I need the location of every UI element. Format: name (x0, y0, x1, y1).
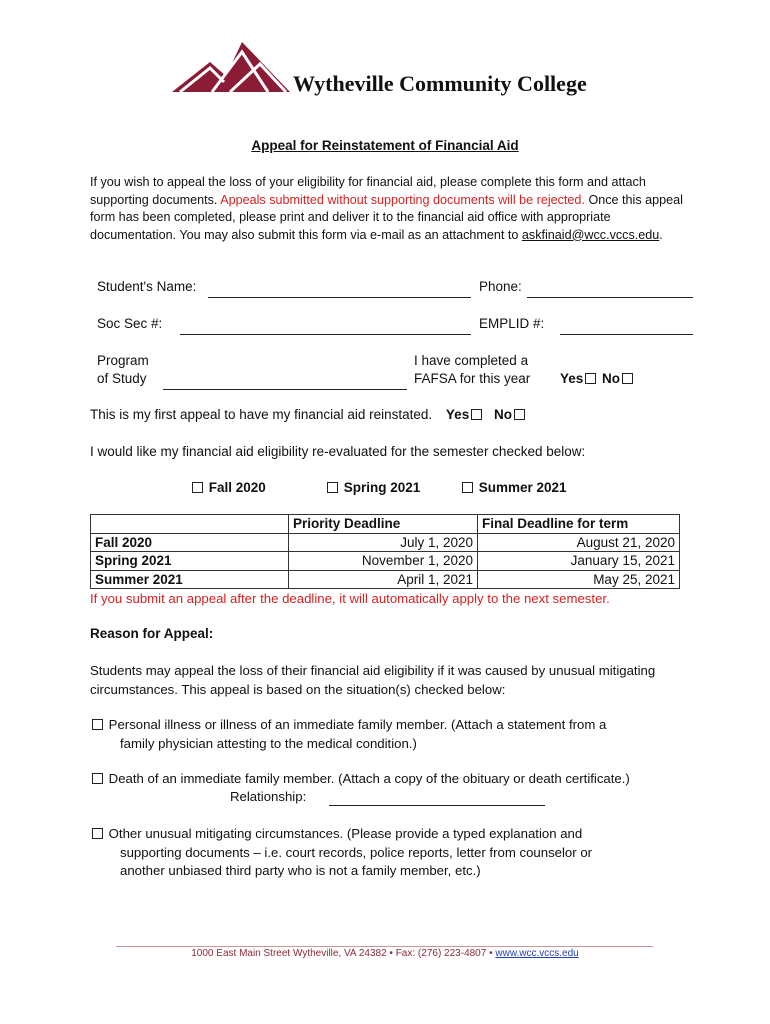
reason-heading: Reason for Appeal: (90, 626, 214, 641)
email-link[interactable]: askfinaid@wcc.vccs.edu (521, 227, 660, 242)
footer-address: 1000 East Main Street Wytheville, VA 24382 • Fax: (276) 223-4807 • (191, 948, 496, 959)
priority-cell: November 1, 2020 (289, 552, 478, 571)
table-row (91, 552, 680, 571)
spring-checkbox[interactable] (327, 482, 338, 493)
student-name-label: Student's Name: (97, 279, 197, 294)
fafsa-label-line2: FAFSA for this year (414, 371, 531, 386)
term-cell: Fall 2020 (91, 533, 289, 552)
reason-option-death (90, 770, 630, 789)
first-appeal-no-checkbox[interactable] (514, 409, 525, 420)
first-appeal-label: This is my first appeal to have my financial aid reinstated. (90, 407, 433, 422)
fafsa-no-checkbox[interactable] (622, 373, 633, 384)
relationship-field[interactable] (329, 805, 545, 806)
priority-cell: April 1, 2021 (289, 570, 478, 589)
other-text-cont2: another unbiased third party who is not a family member, etc.) (120, 863, 481, 878)
program-field[interactable] (163, 389, 407, 390)
illness-text-cont: family physician attesting to the medical condition.) (120, 736, 417, 751)
emplid-label: EMPLID #: (479, 316, 545, 331)
soc-sec-field[interactable] (180, 334, 471, 335)
other-checkbox[interactable] (92, 828, 103, 839)
student-name-field[interactable] (208, 297, 471, 298)
intro-text-cont: Once this appeal form has been completed, please print and deliver it to the financial aid office with appropriate documentation. You may also submit this form via e-mail as an attachment to (90, 192, 683, 242)
reason-option-illness (90, 716, 606, 735)
table-header-cell: Final Deadline for term (478, 515, 680, 534)
first-appeal-yes-checkbox[interactable] (471, 409, 482, 420)
soc-sec-label: Soc Sec #: (97, 316, 163, 331)
website-link[interactable]: www.wcc.vccs.edu (495, 948, 579, 959)
semester-option-summer[interactable] (460, 480, 567, 495)
illness-text: Personal illness or illness of an immediate family member. (Attach a statement from a (108, 717, 607, 732)
illness-checkbox[interactable] (92, 719, 103, 730)
reason-option-other (90, 825, 582, 844)
fafsa-no-label: No (602, 371, 621, 386)
final-cell: May 25, 2021 (478, 570, 680, 589)
spring-label: Spring 2021 (343, 480, 421, 495)
reason-intro: Students may appeal the loss of their financial aid eligibility if it was caused by unusual mitigating circumstances. This appeal is based on the situation(s) checked below: (90, 663, 656, 697)
fall-checkbox[interactable] (192, 482, 203, 493)
footer-divider (116, 946, 653, 947)
priority-cell: July 1, 2020 (289, 533, 478, 552)
first-appeal-yes-label: Yes (445, 407, 470, 422)
intro-end: . (659, 227, 663, 242)
table-header-cell (91, 515, 289, 534)
emplid-field[interactable] (560, 334, 693, 335)
form-title: Appeal for Reinstatement of Financial Aid (251, 138, 519, 153)
fafsa-yes-label: Yes (560, 371, 584, 386)
semester-option-fall[interactable] (190, 480, 266, 495)
phone-label: Phone: (479, 279, 522, 294)
deadline-warning: If you submit an appeal after the deadline, it will automatically apply to the next semester. (90, 591, 610, 606)
table-row (91, 570, 680, 589)
summer-checkbox[interactable] (462, 482, 473, 493)
final-cell: January 15, 2021 (478, 552, 680, 571)
first-appeal-no-label: No (493, 407, 512, 422)
program-label-line1: Program (97, 353, 149, 368)
table-header-row (91, 515, 680, 534)
summer-label: Summer 2021 (478, 480, 567, 495)
term-cell: Summer 2021 (91, 570, 289, 589)
program-label-line2: of Study (97, 371, 147, 386)
other-text-cont1: supporting documents – i.e. court records, police reports, letter from counselor or (120, 845, 593, 860)
other-text: Other unusual mitigating circumstances. (Please provide a typed explanation and (108, 826, 583, 841)
fall-label: Fall 2020 (208, 480, 266, 495)
footer (0, 948, 770, 959)
phone-field[interactable] (527, 297, 693, 298)
table-row (91, 533, 680, 552)
death-checkbox[interactable] (92, 773, 103, 784)
relationship-label: Relationship: (230, 789, 307, 804)
fafsa-yes-no (560, 371, 635, 386)
deadline-table (90, 514, 680, 589)
intro-text: If you wish to appeal the loss of your eligibility for financial aid, please complete this form and attach supporting documents. (90, 175, 646, 207)
fafsa-yes-checkbox[interactable] (585, 373, 596, 384)
death-text: Death of an immediate family member. (Attach a copy of the obituary or death certificate.) (108, 771, 630, 786)
semester-prompt: I would like my financial aid eligibility re-evaluated for the semester checked below: (90, 444, 586, 459)
intro-warning: Appeals submitted without supporting documents will be rejected. (220, 192, 585, 207)
first-appeal-row (90, 407, 527, 422)
fafsa-label-line1: I have completed a (414, 353, 529, 368)
intro-paragraph (90, 174, 690, 244)
semester-option-spring[interactable] (325, 480, 420, 495)
college-logo (172, 38, 290, 94)
table-header-cell: Priority Deadline (289, 515, 478, 534)
college-name: Wytheville Community College (293, 71, 587, 96)
final-cell: August 21, 2020 (478, 533, 680, 552)
term-cell: Spring 2021 (91, 552, 289, 571)
